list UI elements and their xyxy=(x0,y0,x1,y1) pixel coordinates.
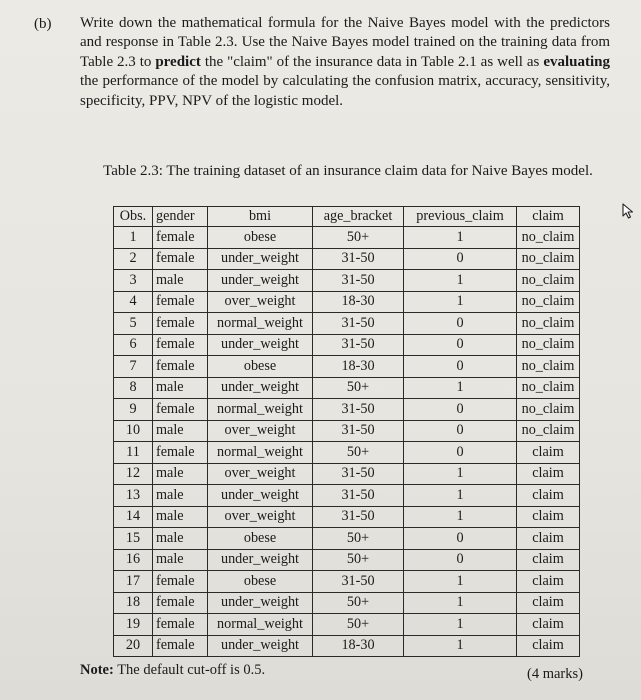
cell-obs: 18 xyxy=(114,592,153,614)
cell-bmi: over_weight xyxy=(208,463,313,485)
cell-claim: claim xyxy=(517,485,580,507)
cell-bmi: under_weight xyxy=(208,270,313,292)
cell-obs: 2 xyxy=(114,248,153,270)
cell-age-bracket: 31-50 xyxy=(313,571,404,593)
cell-bmi: normal_weight xyxy=(208,313,313,335)
cell-age-bracket: 50+ xyxy=(313,377,404,399)
cell-bmi: over_weight xyxy=(208,506,313,528)
cell-obs: 13 xyxy=(114,485,153,507)
cell-obs: 4 xyxy=(114,291,153,313)
table-row xyxy=(114,506,580,528)
cell-claim: no_claim xyxy=(517,227,580,249)
cell-bmi: obese xyxy=(208,356,313,378)
table-row xyxy=(114,635,580,657)
cell-previous-claim: 1 xyxy=(404,291,517,313)
cell-previous-claim: 0 xyxy=(404,549,517,571)
cell-age-bracket: 31-50 xyxy=(313,248,404,270)
table-row xyxy=(114,528,580,550)
table-row xyxy=(114,377,580,399)
cell-bmi: obese xyxy=(208,227,313,249)
cell-previous-claim: 0 xyxy=(404,442,517,464)
cell-gender: female xyxy=(153,399,208,421)
cell-obs: 20 xyxy=(114,635,153,657)
question-text-part2: the "claim" of the insurance data in Table 2.1 as well as xyxy=(200,53,544,70)
cell-gender: male xyxy=(153,270,208,292)
table-row xyxy=(114,227,580,249)
cell-age-bracket: 50+ xyxy=(313,614,404,636)
table-row xyxy=(114,549,580,571)
cell-obs: 7 xyxy=(114,356,153,378)
cell-claim: claim xyxy=(517,592,580,614)
header-obs: Obs. xyxy=(114,207,153,227)
table-row xyxy=(114,248,580,270)
cell-gender: female xyxy=(153,571,208,593)
cell-bmi: under_weight xyxy=(208,377,313,399)
header-age-bracket: age_bracket xyxy=(313,207,404,227)
cell-claim: no_claim xyxy=(517,313,580,335)
cell-obs: 12 xyxy=(114,463,153,485)
cell-gender: male xyxy=(153,463,208,485)
cell-age-bracket: 31-50 xyxy=(313,463,404,485)
cell-gender: female xyxy=(153,356,208,378)
table-row xyxy=(114,571,580,593)
cell-bmi: normal_weight xyxy=(208,614,313,636)
table-row xyxy=(114,291,580,313)
cell-previous-claim: 1 xyxy=(404,614,517,636)
cell-gender: female xyxy=(153,227,208,249)
cell-obs: 10 xyxy=(114,420,153,442)
cell-obs: 19 xyxy=(114,614,153,636)
cell-age-bracket: 31-50 xyxy=(313,334,404,356)
cell-age-bracket: 18-30 xyxy=(313,356,404,378)
table-row xyxy=(114,592,580,614)
cell-claim: no_claim xyxy=(517,420,580,442)
cell-previous-claim: 0 xyxy=(404,334,517,356)
cell-gender: male xyxy=(153,506,208,528)
cell-claim: no_claim xyxy=(517,270,580,292)
table-row xyxy=(114,614,580,636)
cell-gender: female xyxy=(153,334,208,356)
cell-previous-claim: 1 xyxy=(404,463,517,485)
cell-age-bracket: 31-50 xyxy=(313,506,404,528)
question-label: (b) xyxy=(34,16,52,32)
cell-obs: 8 xyxy=(114,377,153,399)
cell-gender: male xyxy=(153,549,208,571)
cell-age-bracket: 50+ xyxy=(313,227,404,249)
cell-claim: claim xyxy=(517,614,580,636)
cell-age-bracket: 50+ xyxy=(313,442,404,464)
cell-claim: claim xyxy=(517,549,580,571)
note-text: The default cut-off is 0.5. xyxy=(113,662,266,678)
cell-age-bracket: 31-50 xyxy=(313,420,404,442)
cell-obs: 9 xyxy=(114,399,153,421)
question-bold-evaluating: evaluating xyxy=(543,53,610,70)
cell-claim: claim xyxy=(517,463,580,485)
cell-gender: female xyxy=(153,592,208,614)
question-text-part3: the performance of the model by calculating the confusion matrix, accuracy, sensitivity, specificity, PPV, NPV of the logistic model. xyxy=(80,73,610,109)
cell-previous-claim: 1 xyxy=(404,270,517,292)
cell-obs: 14 xyxy=(114,506,153,528)
cell-bmi: under_weight xyxy=(208,549,313,571)
header-previous-claim: previous_claim xyxy=(404,207,517,227)
cell-age-bracket: 50+ xyxy=(313,528,404,550)
header-claim: claim xyxy=(517,207,580,227)
table-row xyxy=(114,463,580,485)
cell-claim: no_claim xyxy=(517,248,580,270)
cell-gender: female xyxy=(153,614,208,636)
cell-bmi: obese xyxy=(208,528,313,550)
cell-obs: 5 xyxy=(114,313,153,335)
cell-gender: male xyxy=(153,528,208,550)
table-row xyxy=(114,442,580,464)
cell-bmi: under_weight xyxy=(208,485,313,507)
cell-age-bracket: 31-50 xyxy=(313,485,404,507)
cell-claim: no_claim xyxy=(517,334,580,356)
cell-bmi: normal_weight xyxy=(208,442,313,464)
table-header-row xyxy=(114,207,580,227)
cell-previous-claim: 0 xyxy=(404,313,517,335)
cell-claim: claim xyxy=(517,635,580,657)
cell-obs: 17 xyxy=(114,571,153,593)
cell-gender: male xyxy=(153,420,208,442)
table-row xyxy=(114,399,580,421)
cell-previous-claim: 1 xyxy=(404,571,517,593)
cell-gender: female xyxy=(153,291,208,313)
cell-gender: male xyxy=(153,485,208,507)
cell-claim: no_claim xyxy=(517,399,580,421)
cell-obs: 6 xyxy=(114,334,153,356)
mouse-pointer-icon xyxy=(622,203,636,219)
table-caption: Table 2.3: The training dataset of an insurance claim data for Naive Bayes model. xyxy=(103,163,593,179)
cutoff-note xyxy=(80,662,265,679)
question-bold-predict: predict xyxy=(155,53,201,70)
cell-previous-claim: 0 xyxy=(404,420,517,442)
marks-label: (4 marks) xyxy=(527,666,583,682)
cell-claim: claim xyxy=(517,571,580,593)
cell-obs: 11 xyxy=(114,442,153,464)
cell-gender: female xyxy=(153,313,208,335)
cell-age-bracket: 31-50 xyxy=(313,313,404,335)
cell-previous-claim: 1 xyxy=(404,592,517,614)
cell-obs: 3 xyxy=(114,270,153,292)
cell-previous-claim: 0 xyxy=(404,528,517,550)
cell-obs: 1 xyxy=(114,227,153,249)
question-text-part1: Write down the mathematical formula for the Naive Bayes model with the predictors and response in Table 2.3. Use the Naive Bayes model trained on the training data from Table 2.3 to xyxy=(80,15,610,70)
cell-previous-claim: 1 xyxy=(404,506,517,528)
cell-previous-claim: 0 xyxy=(404,356,517,378)
cell-gender: male xyxy=(153,377,208,399)
cell-previous-claim: 1 xyxy=(404,377,517,399)
header-bmi: bmi xyxy=(208,207,313,227)
cell-gender: female xyxy=(153,635,208,657)
cell-previous-claim: 1 xyxy=(404,485,517,507)
cell-age-bracket: 31-50 xyxy=(313,399,404,421)
cell-previous-claim: 0 xyxy=(404,248,517,270)
cell-bmi: under_weight xyxy=(208,248,313,270)
cell-previous-claim: 1 xyxy=(404,227,517,249)
cell-bmi: under_weight xyxy=(208,334,313,356)
cell-obs: 15 xyxy=(114,528,153,550)
cell-claim: no_claim xyxy=(517,356,580,378)
cell-bmi: over_weight xyxy=(208,420,313,442)
cell-age-bracket: 18-30 xyxy=(313,635,404,657)
cell-claim: claim xyxy=(517,528,580,550)
cell-previous-claim: 1 xyxy=(404,635,517,657)
table-row xyxy=(114,313,580,335)
cell-bmi: obese xyxy=(208,571,313,593)
cell-claim: no_claim xyxy=(517,377,580,399)
cell-bmi: under_weight xyxy=(208,635,313,657)
table-row xyxy=(114,270,580,292)
cell-gender: female xyxy=(153,442,208,464)
note-label: Note: xyxy=(80,662,114,678)
cell-obs: 16 xyxy=(114,549,153,571)
cell-previous-claim: 0 xyxy=(404,399,517,421)
cell-claim: no_claim xyxy=(517,291,580,313)
table-row xyxy=(114,356,580,378)
table-row xyxy=(114,420,580,442)
table-row xyxy=(114,334,580,356)
cell-claim: claim xyxy=(517,506,580,528)
cell-bmi: over_weight xyxy=(208,291,313,313)
cell-age-bracket: 31-50 xyxy=(313,270,404,292)
header-gender: gender xyxy=(153,207,208,227)
cell-claim: claim xyxy=(517,442,580,464)
cell-gender: female xyxy=(153,248,208,270)
cell-age-bracket: 50+ xyxy=(313,592,404,614)
table-row xyxy=(114,485,580,507)
cell-bmi: under_weight xyxy=(208,592,313,614)
cell-bmi: normal_weight xyxy=(208,399,313,421)
cell-age-bracket: 50+ xyxy=(313,549,404,571)
question-text xyxy=(80,14,610,111)
cell-age-bracket: 18-30 xyxy=(313,291,404,313)
training-data-table xyxy=(113,206,580,657)
